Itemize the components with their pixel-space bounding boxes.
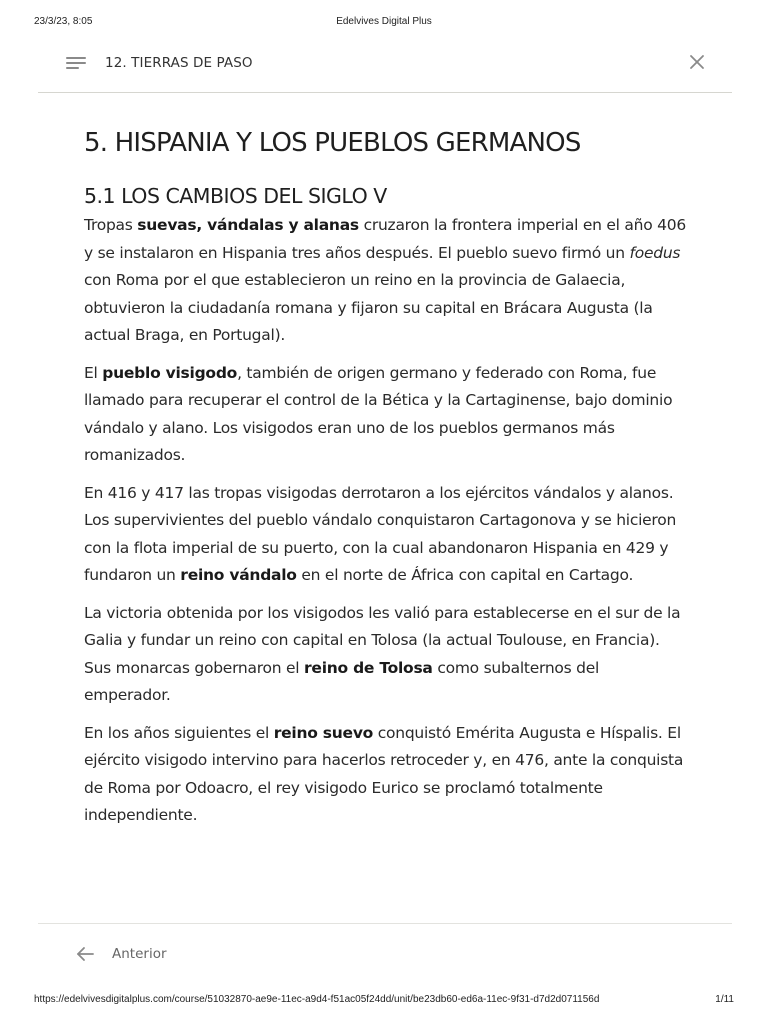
print-date: 23/3/23, 8:05: [34, 16, 93, 27]
page-number: 1/11: [715, 994, 734, 1005]
print-footer: [0, 994, 768, 1008]
paragraph-3: [84, 480, 688, 590]
article-content: [84, 124, 688, 840]
navigation-footer: [38, 923, 732, 984]
arrow-left-icon: [76, 946, 94, 962]
text: conquistó Emérita Augusta e Híspalis. El ejército visigodo intervino para hacerlos retroceder y, en 476, ante la conquista de Roma por Odoacro, el rey visigodo Eurico se proclamó totalmente independiente.: [84, 723, 684, 824]
paragraph-1: [84, 212, 688, 350]
highlight-term: reino suevo: [273, 723, 374, 742]
previous-button[interactable]: [76, 946, 167, 962]
app-header: [38, 46, 732, 93]
text: En los años siguientes el: [84, 723, 274, 742]
highlight-term: suevas, vándalas y alanas: [137, 216, 359, 234]
highlight-term: pueblo visigodo: [102, 363, 238, 382]
section-title: 5.1 LOS CAMBIOS DEL SIGLO V: [84, 184, 387, 208]
paragraph-4: [84, 600, 688, 710]
text: cruzaron la frontera imperial en el año 406 y se instalaron en Hispania tres años después. El pueblo suevo firmó un: [84, 216, 686, 262]
previous-label: Anterior: [112, 946, 167, 962]
paragraph-5: [84, 720, 688, 830]
text: El: [84, 363, 103, 382]
print-url: https://edelvivesdigitalplus.com/course/51032870-ae9e-11ec-a9d4-f51ac05f24dd/unit/be23db60-ed6a-11ec-9f31-d7d2d071156d: [34, 994, 600, 1005]
print-header: [0, 16, 768, 30]
page-title: 5. HISPANIA Y LOS PUEBLOS GERMANOS: [84, 128, 581, 158]
print-title: Edelvives Digital Plus: [336, 16, 432, 27]
text: con Roma por el que establecieron un reino en la provincia de Galaecia, obtuvieron la ciudadanía romana y fijaron su capital en Brácara Augusta (la actual Braga, en Portugal).: [84, 271, 653, 344]
highlight-term: reino vándalo: [180, 566, 297, 584]
text: , también de origen germano y federado con Roma, fue llamado para recuperar el control de la Bética y la Cartaginense, bajo dominio vándalo y alano. Los visigodos eran uno de los pueblos germanos más romanizados.: [84, 363, 673, 464]
text: En 416 y 417 las tropas visigodas derrotaron a los ejércitos vándalos y alanos. Los supervivientes del pueblo vándalo conquistaron Cartagonova y se hicieron con la flota imperial de su puerto, con la cual abandonaron Hispania en 429 y fundaron un: [84, 483, 677, 584]
text: Tropas: [84, 216, 138, 234]
hamburger-menu-icon[interactable]: [66, 55, 86, 71]
paragraph-2: [84, 360, 688, 470]
text: como subalternos del emperador.: [84, 658, 600, 704]
text: La victoria obtenida por los visigodos les valió para establecerse en el sur de la Galia y fundar un reino con capital en Tolosa (la actual Toulouse, en Francia). Sus monarcas gobernaron el: [84, 603, 681, 677]
text: en el norte de África con capital en Cartago.: [296, 566, 634, 584]
highlight-term: reino de Tolosa: [304, 658, 433, 677]
italic-term: foedus: [629, 243, 681, 262]
unit-title: 12. TIERRAS DE PASO: [105, 55, 253, 71]
close-icon[interactable]: [688, 53, 706, 71]
